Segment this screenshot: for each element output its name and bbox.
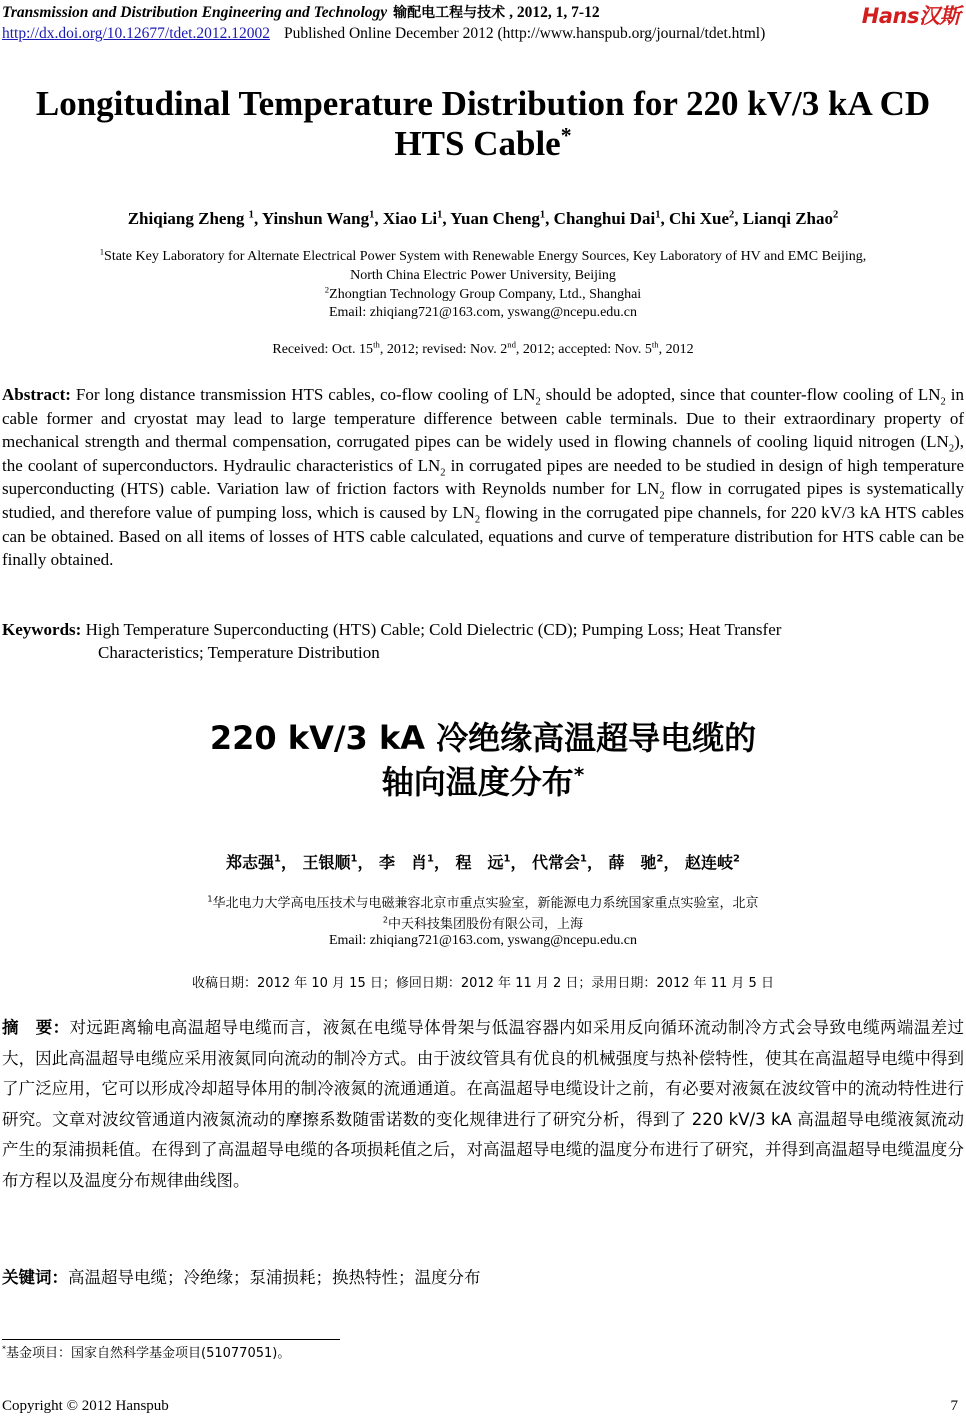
author-separator: ， xyxy=(510,853,533,872)
footnote-mark: * xyxy=(2,1344,7,1354)
author-name: 程 远 xyxy=(455,853,504,872)
author-separator: ， xyxy=(663,853,686,872)
affiliation-text: Zhongtian Technology Group Company, Ltd., Shanghai xyxy=(329,287,642,302)
abstract-cn-text: 对远距离输电高温超导电缆而言，液氮在电缆导体骨架与低温容器内如采用反向循环流动制冷方式会导致电缆两端温差过大，因此高温超导电缆应采用液氮同向流动的制冷方式。由于波纹管具有优良的机械强度与热补偿特性，使其在高温超导电缆中得到了广泛应用，它可以形成冷却超导体用的制冷液氮的流通通道。在高温超导电缆设计之前，有必要对液氮在波纹管中的流动特性进行研究。文章对波纹管通道内液氮流动的摩擦系数随雷诺数的变化规律进行了研究分析，得到了 220 kV/3 kA 高温超导电缆液氮流动产生的泵浦损耗值。在得到了高温超导电缆的各项损耗值之后，对高温超导电缆的温度分布进行了研究，并得到高温超导电缆温度分布方程以及温度分布规律曲线图。 xyxy=(2,1018,965,1190)
abstract-en xyxy=(2,383,964,572)
journal-name: Transmission and Distribution Engineering and Technology xyxy=(2,4,388,21)
affiliation-1-cn xyxy=(0,892,966,911)
author-separator: , xyxy=(374,209,383,228)
author-name: 李 肖 xyxy=(379,853,428,872)
author-affiliation-mark: 1 xyxy=(655,209,661,221)
subscript: 2 xyxy=(535,396,541,408)
email-cn: Email: zhiqiang721@163.com, yswang@ncepu.edu.cn xyxy=(328,933,638,948)
hanspub-logo: Hans汉斯 xyxy=(861,4,960,28)
page-number: 7 xyxy=(950,1398,958,1414)
author-affiliation-mark: 1 xyxy=(437,209,443,221)
year-text: , 2012 xyxy=(658,342,694,357)
received-dates-cn: 收稿日期：2012 年 10 月 15 日；修回日期：2012 年 11 月 2 日；录用日期：2012 年 11 月 5 日 xyxy=(192,976,774,991)
paper-title-cn xyxy=(0,716,966,804)
doi-line xyxy=(2,25,765,43)
title-cn-line-2-wrap xyxy=(0,760,966,804)
abstract-text: in corrugated pipes are needed to be studied in design of high temperature superconducting (HTS) cable. Variation law of friction factors with Reynolds number for LN xyxy=(2,455,964,499)
affiliation-1-en-cont: North China Electric Power University, Beijing xyxy=(350,268,616,283)
abstract-text: ), the coolant of superconductors. Hydraulic characteristics of LN xyxy=(2,432,964,475)
title-cn-line-2: 轴向温度分布 xyxy=(381,763,574,801)
abstract-text: For long distance transmission HTS cables, co-flow cooling of LN xyxy=(70,385,536,404)
author-affiliation-mark: 1 xyxy=(350,853,358,865)
journal-volume: , 2012, 1, 7-12 xyxy=(509,4,600,21)
aff-mark: 2 xyxy=(382,915,389,925)
doi-link[interactable]: http://dx.doi.org/10.12677/tdet.2012.12002 xyxy=(2,25,270,42)
author-list-en xyxy=(0,209,966,229)
author-affiliation-mark: 2 xyxy=(833,209,839,221)
author-list-cn xyxy=(0,850,966,873)
keywords-label: Keywords: xyxy=(2,620,82,639)
abstract-text: flow in corrugated pipes is systematically studied, and therefore value of pumping loss, which is caused by LN xyxy=(2,479,964,522)
keywords-en xyxy=(2,620,781,640)
author-affiliation-mark: 2 xyxy=(729,209,735,221)
affiliation-2-en xyxy=(0,284,966,303)
subscript: 2 xyxy=(948,443,955,455)
ordinal-sup: th xyxy=(373,339,380,350)
author-affiliation-mark: 2 xyxy=(656,853,664,865)
author-name: Chi Xue xyxy=(669,209,729,228)
author-separator: ， xyxy=(586,853,609,872)
footnote-divider xyxy=(2,1339,340,1340)
journal-name-cn: 输配电工程与技术 xyxy=(393,5,506,21)
subscript: 2 xyxy=(474,514,481,526)
subscript: 2 xyxy=(440,467,446,479)
received-text: Received: Oct. 15 xyxy=(272,342,374,357)
revised-text: , 2012; revised: Nov. 2 xyxy=(379,342,508,357)
abstract-text: in cable former and cryostat may lead to large temperature difference between cable terminals. Due to their extraordinary property of mechanical strength and thermal compensation, corrugated pipes can be widely used in flowing channels of cooling liquid nitrogen (LN xyxy=(2,385,964,452)
author-name: Yinshun Wang xyxy=(261,209,370,228)
affiliation-text: State Key Laboratory for Alternate Electrical Power System with Renewable Energy Sources, Key Laboratory of HV and EMC Beijing, xyxy=(104,249,867,264)
title-cn-footnote-mark: * xyxy=(573,763,585,787)
author-affiliation-mark: 1 xyxy=(580,853,587,865)
title-footnote-mark: * xyxy=(560,123,572,148)
author-affiliation-mark: 1 xyxy=(539,209,546,221)
author-separator: ， xyxy=(357,853,380,872)
author-name: Lianqi Zhao xyxy=(742,209,834,228)
aff-mark: 1 xyxy=(207,894,213,904)
journal-header xyxy=(2,2,600,22)
aff-mark: 1 xyxy=(99,246,105,257)
author-affiliation-mark: 1 xyxy=(274,853,281,865)
author-name: 薛 驰 xyxy=(608,853,657,872)
title-en-text: Longitudinal Temperature Distribution for 220 kV/3 kA CD HTS Cable xyxy=(35,84,931,163)
author-name: Zhiqiang Zheng xyxy=(127,209,249,228)
accepted-text: , 2012; accepted: Nov. 5 xyxy=(515,342,652,357)
author-name: 王银顺 xyxy=(302,853,351,872)
abstract-text: should be adopted, since that counter-flow cooling of LN xyxy=(540,385,941,404)
published-online: Published Online December 2012 (http://www.hanspub.org/journal/tdet.html) xyxy=(283,25,766,42)
author-separator: , xyxy=(660,209,670,228)
abstract-text: flowing in the corrugated pipe channels, for 220 kV/3 kA HTS cables can be obtained. Based on all items of losses of HTS cable calculated, equations and curve of temperature distribution for HTS cable can be finally obtained. xyxy=(2,502,964,570)
author-separator: ， xyxy=(433,853,456,872)
author-affiliation-mark: 1 xyxy=(248,209,254,221)
aff-mark: 2 xyxy=(324,284,330,295)
paper-title-en xyxy=(0,84,966,164)
author-name: Changhui Dai xyxy=(553,209,656,228)
author-separator: , xyxy=(253,209,262,228)
keywords-cn xyxy=(2,1263,964,1294)
keywords-line-1: High Temperature Superconducting (HTS) Cable; Cold Dielectric (CD); Pumping Loss; Heat Transfer xyxy=(81,620,782,639)
author-name: 郑志强 xyxy=(226,853,275,872)
author-affiliation-mark: 2 xyxy=(733,853,740,865)
subscript: 2 xyxy=(940,396,946,408)
author-separator: , xyxy=(442,209,451,228)
author-separator: , xyxy=(545,209,554,228)
author-separator: , xyxy=(734,209,743,228)
affiliation-text: 中天科技集团股份有限公司，上海 xyxy=(388,917,584,932)
keywords-line-2: Characteristics; Temperature Distribution xyxy=(98,643,380,662)
received-dates-en xyxy=(0,339,966,358)
abstract-cn xyxy=(2,1013,964,1196)
ordinal-sup: th xyxy=(651,339,659,350)
funding-footnote xyxy=(2,1342,290,1361)
author-affiliation-mark: 1 xyxy=(503,853,511,865)
keywords-cn-text: 高温超导电缆；冷绝缘；泵浦损耗；换热特性；温度分布 xyxy=(68,1268,481,1287)
ordinal-sup: nd xyxy=(507,339,516,350)
keywords-cn-label: 关键词： xyxy=(2,1268,68,1287)
abstract-cn-label: 摘 要： xyxy=(2,1018,70,1037)
affiliation-2-cn xyxy=(0,913,966,932)
author-separator: ， xyxy=(280,853,303,872)
subscript: 2 xyxy=(659,490,665,502)
author-name: Xiao Li xyxy=(382,209,438,228)
affiliation-1-en xyxy=(0,246,966,265)
email-en: Email: zhiqiang721@163.com, yswang@ncepu.edu.cn xyxy=(328,305,638,320)
author-name: Yuan Cheng xyxy=(450,209,540,228)
affiliation-text: 华北电力大学高电压技术与电磁兼容北京市重点实验室，新能源电力系统国家重点实验室，北京 xyxy=(212,896,759,911)
author-name: 赵连岐 xyxy=(685,853,734,872)
author-name: 代常会 xyxy=(532,853,581,872)
title-cn-line-1: 220 kV/3 kA 冷绝缘高温超导电缆的 xyxy=(209,719,757,757)
author-affiliation-mark: 1 xyxy=(369,209,375,221)
author-affiliation-mark: 1 xyxy=(427,853,434,865)
abstract-label: Abstract: xyxy=(2,385,71,404)
copyright: Copyright © 2012 Hanspub xyxy=(2,1398,169,1414)
footnote-text: 基金项目：国家自然科学基金项目(51077051)。 xyxy=(6,1346,291,1361)
